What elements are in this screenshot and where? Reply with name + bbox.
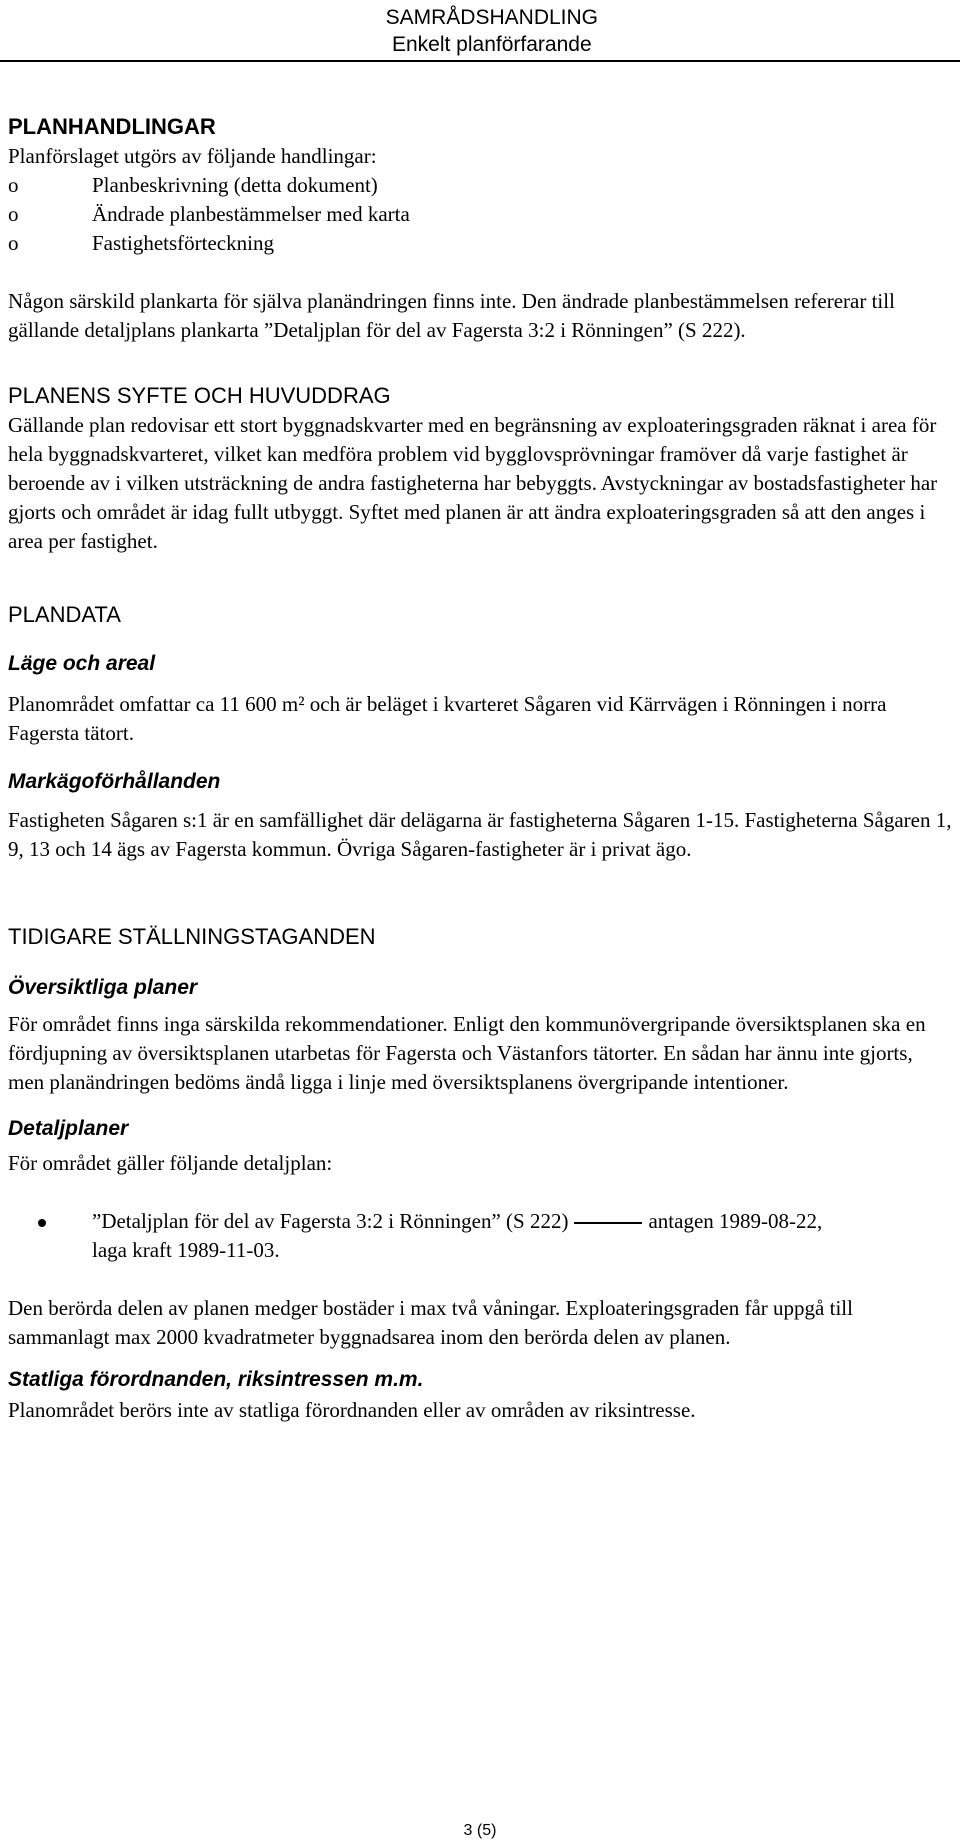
- planhandlingar-heading: PLANHANDLINGAR: [8, 114, 216, 139]
- list-item: [8, 229, 953, 258]
- plandata-heading: PLANDATA: [8, 602, 121, 627]
- planhandlingar-list: [8, 171, 953, 258]
- bullet-icon: [38, 1219, 46, 1227]
- list-item-text: Ändrade planbestämmelser med karta: [92, 202, 410, 226]
- detaljplan-dates: antagen 1989-08-22, laga kraft 1989-11-03.: [92, 1209, 823, 1262]
- page-number: 3 (5): [463, 1822, 497, 1839]
- syfte-text: Gällande plan redovisar ett stort byggnadskvarter med en begränsning av exploateringsgraden räknat i area för hela byggnadskvarteret, vilket kan medföra problem vid bygglovsprövningar framöver då varje fastighet är beroende av i vilken utsträckning de andra fastigheterna har bebyggts. Avstyckningar av bostadsfastigheter har gjorts och området är idag fullt utbyggt. Syftet med planen är att ändra exploateringsgraden så att den anges i area per fastighet.: [8, 413, 938, 553]
- markagoforhallanden-heading: Markägoförhållanden: [8, 770, 221, 793]
- detaljplaner-text: Den berörda delen av planen medger bostäder i max två våningar. Exploateringsgraden får uppgå till sammanlagt max 2000 kvadratmeter byggnadsarea inom den berörda delen av planen.: [8, 1296, 853, 1349]
- header-divider: [0, 60, 960, 62]
- list-item: [8, 171, 953, 200]
- list-item-text: Planbeskrivning (detta dokument): [92, 173, 378, 197]
- document-header: [386, 4, 598, 58]
- markagoforhallanden-text: Fastigheten Sågaren s:1 är en samfällighet där delägarna är fastigheterna Sågaren 1-15. Fastigheterna Sågaren 1, 9, 13 och 14 ägs av Fagersta kommun. Övriga Sågaren-fastigheter är i privat ägo.: [8, 808, 952, 861]
- list-bullet: o: [8, 231, 19, 255]
- planhandlingar-intro: Planförslaget utgörs av följande handlingar:: [8, 144, 377, 168]
- header-procedure: Enkelt planförfarande: [391, 33, 592, 56]
- list-item: [8, 1207, 953, 1265]
- detaljplaner-heading: Detaljplaner: [8, 1117, 129, 1140]
- lage-text: Planområdet omfattar ca 11 600 m² och är beläget i kvarteret Sågaren vid Kärrvägen i Rönningen i norra Fagersta tätort.: [8, 692, 887, 745]
- statliga-heading: Statliga förordnanden, riksintressen m.m.: [8, 1368, 424, 1391]
- tidigare-heading: TIDIGARE STÄLLNINGSTAGANDEN: [8, 924, 376, 949]
- list-item: [8, 200, 953, 229]
- list-bullet: o: [8, 173, 19, 197]
- oversiktliga-text: För området finns inga särskilda rekommendationer. Enligt den kommunövergripande översiktsplanen ska en fördjupning av översiktsplanen utarbetas för Fagersta och Västanfors tätorter. En sådan har ännu inte gjorts, men planändringen bedöms ändå ligga i linje med översiktsplanens övergripande intentioner.: [8, 1012, 926, 1094]
- detaljplan-name: ”Detaljplan för del av Fagersta 3:2 i Rönningen” (S 222): [92, 1209, 569, 1233]
- header-status: SAMRÅDSHANDLING: [385, 6, 598, 29]
- dash-separator: [574, 1222, 642, 1224]
- list-bullet: o: [8, 202, 19, 226]
- statliga-text: Planområdet berörs inte av statliga förordnanden eller av områden av riksintresse.: [8, 1398, 696, 1422]
- detaljplaner-intro: För området gäller följande detaljplan:: [8, 1151, 333, 1175]
- detaljplaner-list: [8, 1207, 953, 1265]
- planhandlingar-note: Någon särskild plankarta för själva planändringen finns inte. Den ändrade planbestämmelsen refererar till gällande detaljplans plankarta ”Detaljplan för del av Fagersta 3:2 i Rönningen” (S 222).: [8, 289, 895, 342]
- document-body: [8, 112, 953, 1425]
- syfte-heading: PLANENS SYFTE OCH HUVUDDRAG: [8, 383, 391, 408]
- lage-heading: Läge och areal: [8, 652, 156, 675]
- oversiktliga-heading: Översiktliga planer: [8, 976, 198, 999]
- list-item-text: Fastighetsförteckning: [92, 231, 274, 255]
